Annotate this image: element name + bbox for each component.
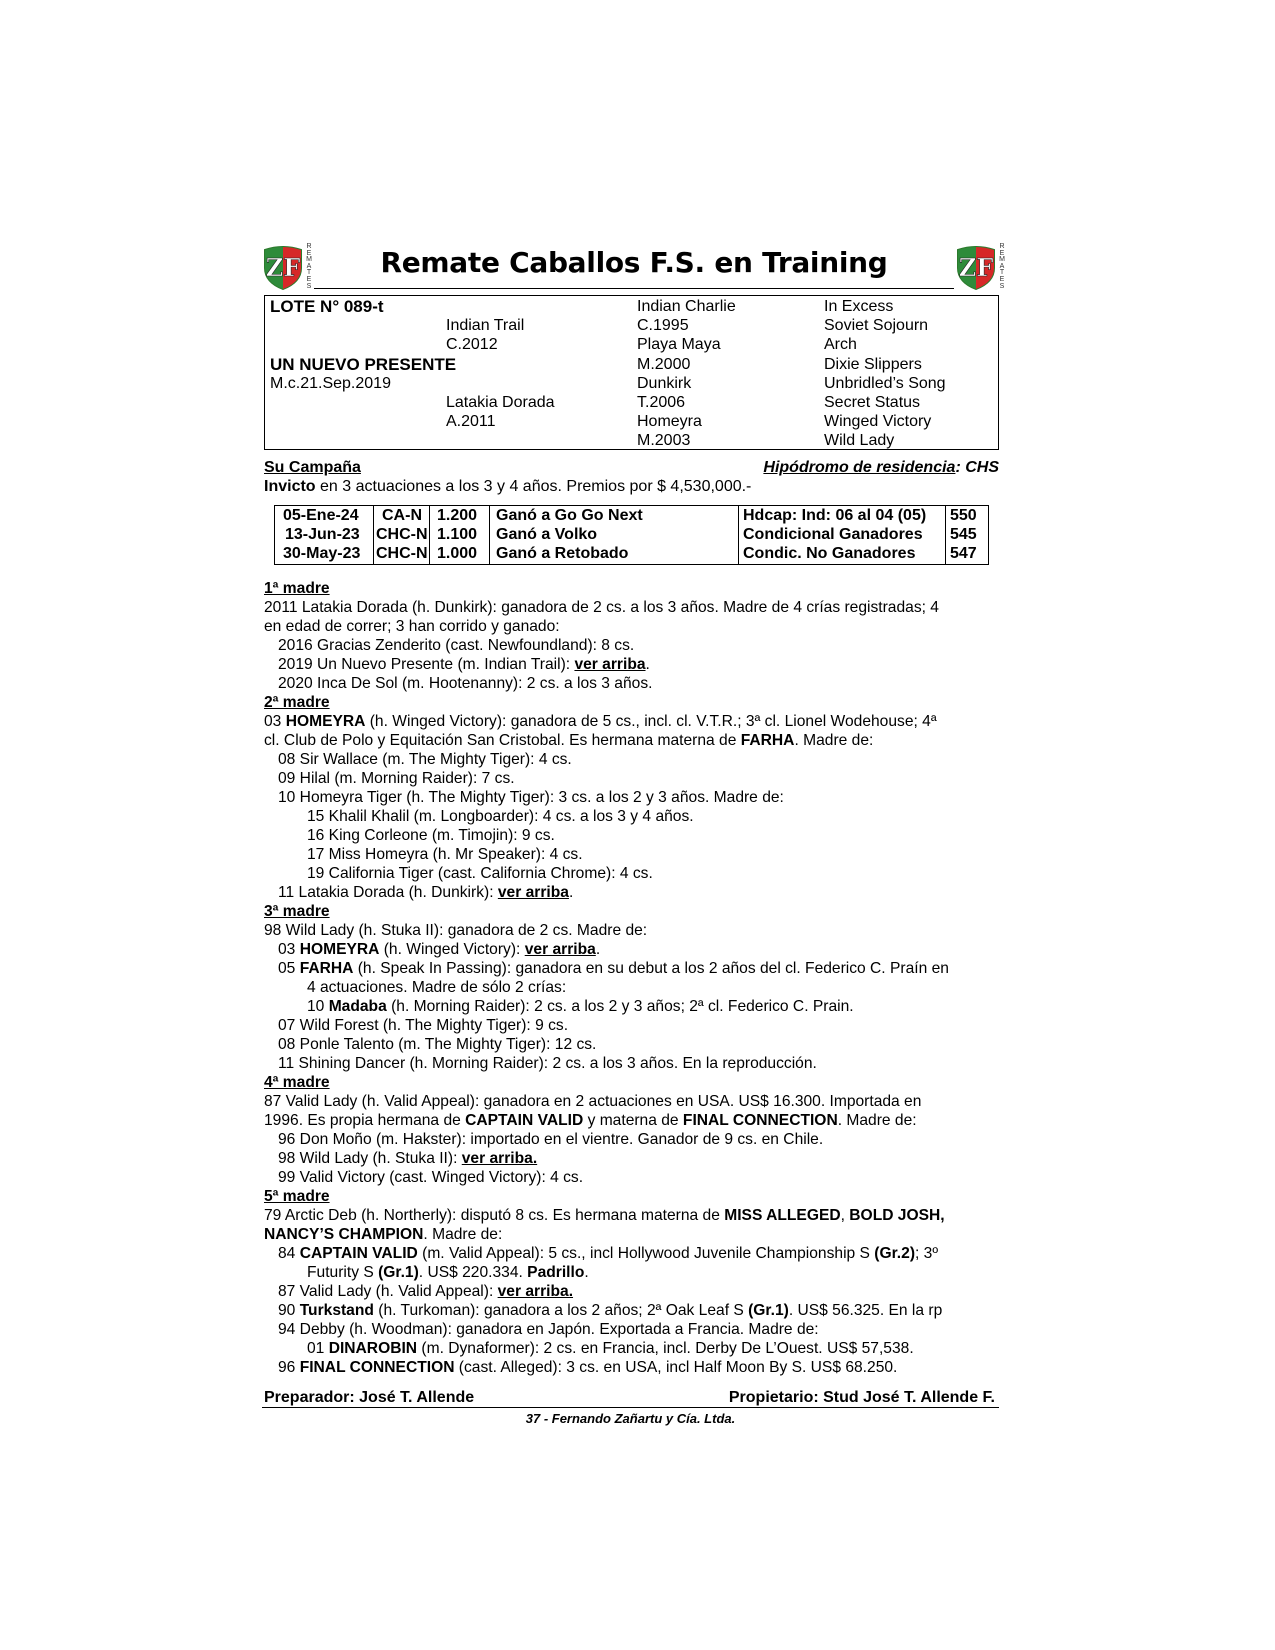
footer-rule bbox=[262, 1407, 999, 1408]
zf-shield-icon bbox=[262, 246, 304, 290]
bold-name: BOLD JOSH, bbox=[849, 1207, 945, 1224]
text-span: . US$ 56.325. En la rp bbox=[788, 1302, 943, 1319]
ver-arriba-link[interactable]: ver arriba bbox=[497, 884, 569, 901]
bold-name: MISS ALLEGED bbox=[724, 1207, 841, 1224]
text-span: 79 Arctic Deb (h. Northerly): disputó 8 cs. Es hermana materna de bbox=[264, 1207, 725, 1224]
sire-name: Indian Trail bbox=[446, 317, 525, 334]
text-line bbox=[264, 731, 873, 750]
text-line bbox=[307, 1339, 914, 1358]
race-distance: 1.100 bbox=[437, 526, 478, 543]
bold-name: FINAL CONNECTION bbox=[299, 1359, 455, 1376]
text-line bbox=[278, 1244, 938, 1263]
text-span: 98 Wild Lady (h. Stuka II): bbox=[278, 1150, 462, 1167]
race-distance: 1.000 bbox=[437, 545, 478, 562]
text-span: (h. Winged Victory): ganadora de 5 cs., incl. cl. V.T.R.; 3ª cl. Lionel Wodehouse; 4ª bbox=[365, 713, 937, 730]
race-type: Condic. No Ganadores bbox=[743, 545, 916, 562]
text-span: cl. Club de Polo y Equitación San Cristobal. Es hermana materna de bbox=[264, 732, 741, 749]
section-heading: 4ª madre bbox=[264, 1074, 330, 1091]
bold-name: Madaba bbox=[328, 998, 387, 1015]
text-line: 98 Wild Lady (h. Stuka II): ganadora de 2 cs. Madre de: bbox=[264, 922, 648, 939]
col-divider bbox=[489, 505, 490, 565]
text-line: 16 King Corleone (m. Timojin): 9 cs. bbox=[307, 827, 555, 844]
text-line bbox=[278, 1358, 897, 1377]
campaign-heading: Su Campaña bbox=[264, 459, 361, 476]
text-line: 10 Homeyra Tiger (h. The Mighty Tiger): 3 cs. a los 2 y 3 años. Madre de: bbox=[278, 789, 784, 806]
grandsire-paternal-info: C.1995 bbox=[637, 317, 689, 334]
text-span: . bbox=[645, 656, 650, 673]
text-span: 90 bbox=[278, 1302, 300, 1319]
text-line bbox=[278, 959, 949, 978]
bold-grade: (Gr.2) bbox=[874, 1245, 916, 1262]
bold-name: FARHA bbox=[299, 960, 354, 977]
race-weight: 547 bbox=[950, 545, 977, 562]
bold-name: CAPTAIN VALID bbox=[465, 1112, 584, 1129]
residence-label: Hipódromo de residencia bbox=[763, 459, 956, 476]
race-type: Hdcap: Ind: 06 al 04 (05) bbox=[743, 507, 927, 524]
text-line: 2011 Latakia Dorada (h. Dunkirk): ganadora de 2 cs. a los 3 años. Madre de 4 crías registradas; 4 bbox=[264, 599, 939, 616]
ancestor: In Excess bbox=[824, 298, 894, 315]
text-span: 10 bbox=[307, 998, 329, 1015]
bold-name: DINAROBIN bbox=[328, 1340, 418, 1357]
text-span: 01 bbox=[307, 1340, 329, 1357]
text-span: 05 bbox=[278, 960, 300, 977]
text-line: 07 Wild Forest (h. The Mighty Tiger): 9 cs. bbox=[278, 1017, 569, 1034]
race-distance: 1.200 bbox=[437, 507, 478, 524]
owner: Propietario: Stud José T. Allende F. bbox=[728, 1389, 995, 1406]
granddam-maternal-info: M.2003 bbox=[637, 432, 691, 449]
text-span: 2019 Un Nuevo Presente (m. Indian Trail): bbox=[278, 656, 575, 673]
bold-name: NANCY’S CHAMPION bbox=[264, 1226, 424, 1243]
col-divider bbox=[373, 505, 374, 565]
race-track: CA-N bbox=[382, 507, 422, 524]
text-span: (h. Morning Raider): 2 cs. a los 2 y 3 años; 2ª cl. Federico C. Prain. bbox=[386, 998, 854, 1015]
text-line: 94 Debby (h. Woodman): ganadora en Japón. Exportada a Francia. Madre de: bbox=[278, 1321, 819, 1338]
summary-bold: Invicto bbox=[264, 478, 316, 495]
text-line bbox=[278, 883, 573, 902]
granddam-paternal: Playa Maya bbox=[637, 336, 721, 353]
bold-name: HOMEYRA bbox=[285, 713, 366, 730]
text-line bbox=[278, 1282, 573, 1301]
granddam-paternal-info: M.2000 bbox=[637, 356, 691, 373]
race-result: Ganó a Retobado bbox=[496, 545, 629, 562]
bold-grade: (Gr.1) bbox=[378, 1264, 419, 1281]
text-line bbox=[278, 940, 600, 959]
ver-arriba-link[interactable]: ver arriba. bbox=[497, 1283, 574, 1300]
text-span: . Madre de: bbox=[794, 732, 874, 749]
ancestor: Secret Status bbox=[824, 394, 921, 411]
bold-name: FARHA bbox=[740, 732, 795, 749]
text-span: . Madre de: bbox=[837, 1112, 917, 1129]
ancestor: Wild Lady bbox=[824, 432, 895, 449]
text-span: 84 bbox=[278, 1245, 300, 1262]
logo-right bbox=[955, 244, 1007, 290]
text-span: 96 bbox=[278, 1359, 300, 1376]
text-line: 08 Ponle Talento (m. The Mighty Tiger): 12 cs. bbox=[278, 1036, 597, 1053]
bold-name: FINAL CONNECTION bbox=[682, 1112, 838, 1129]
text-line bbox=[264, 712, 937, 731]
trainer: Preparador: José T. Allende bbox=[264, 1389, 475, 1406]
race-result: Ganó a Go Go Next bbox=[496, 507, 643, 524]
col-divider bbox=[738, 505, 739, 565]
svg-text:ZF: ZF bbox=[958, 253, 994, 282]
text-line bbox=[264, 1206, 945, 1225]
section-heading: 2ª madre bbox=[264, 694, 330, 711]
text-span: , bbox=[840, 1207, 850, 1224]
grandsire-paternal: Indian Charlie bbox=[637, 298, 736, 315]
text-line bbox=[264, 1111, 917, 1130]
text-span: . bbox=[584, 1264, 589, 1281]
text-line: en edad de correr; 3 han corrido y ganado: bbox=[264, 618, 560, 635]
section-heading: 1ª madre bbox=[264, 580, 330, 597]
text-line: 17 Miss Homeyra (h. Mr Speaker): 4 cs. bbox=[307, 846, 583, 863]
text-line: 09 Hilal (m. Morning Raider): 7 cs. bbox=[278, 770, 515, 787]
bold-name: CAPTAIN VALID bbox=[299, 1245, 418, 1262]
race-date: 13-Jun-23 bbox=[285, 526, 360, 543]
text-line: 87 Valid Lady (h. Valid Appeal): ganadora en 2 actuaciones en USA. US$ 16.300. Importada en bbox=[264, 1093, 922, 1110]
ancestor: Dixie Slippers bbox=[824, 356, 922, 373]
dam-name: Latakia Dorada bbox=[446, 394, 555, 411]
logo-side-text: R E M A T E S bbox=[306, 243, 312, 290]
text-line bbox=[307, 1263, 589, 1282]
page-footer: 37 - Fernando Zañartu y Cía. Ltda. bbox=[525, 1411, 736, 1426]
text-line bbox=[307, 997, 854, 1016]
text-span: (m. Valid Appeal): 5 cs., incl Hollywood Juvenile Championship S bbox=[417, 1245, 875, 1262]
text-span: 1996. Es propia hermana de bbox=[264, 1112, 466, 1129]
race-date: 05-Ene-24 bbox=[283, 507, 359, 524]
text-span: (h. Speak In Passing): ganadora en su debut a los 2 años del cl. Federico C. Praín en bbox=[353, 960, 949, 977]
horse-birth: M.c.21.Sep.2019 bbox=[270, 375, 391, 392]
ver-arriba-link[interactable]: ver arriba bbox=[524, 941, 596, 958]
bold-name: Padrillo bbox=[527, 1264, 585, 1281]
race-weight: 545 bbox=[950, 526, 977, 543]
text-span: 11 Latakia Dorada (h. Dunkirk): bbox=[278, 884, 498, 901]
sire-info: C.2012 bbox=[446, 336, 498, 353]
grandsire-maternal: Dunkirk bbox=[637, 375, 692, 392]
section-heading: 3ª madre bbox=[264, 903, 330, 920]
granddam-maternal: Homeyra bbox=[637, 413, 702, 430]
text-line: 19 California Tiger (cast. California Chrome): 4 cs. bbox=[307, 865, 653, 882]
campaign-summary bbox=[264, 478, 751, 496]
text-span: . bbox=[568, 884, 574, 901]
text-span: . bbox=[595, 941, 601, 958]
text-line: 2016 Gracias Zenderito (cast. Newfoundland): 8 cs. bbox=[278, 637, 635, 654]
text-line: 99 Valid Victory (cast. Winged Victory): 4 cs. bbox=[278, 1169, 584, 1186]
ancestor: Winged Victory bbox=[824, 413, 932, 430]
text-span: y materna de bbox=[583, 1112, 683, 1129]
residence bbox=[755, 459, 999, 477]
ver-arriba-link[interactable]: ver arriba. bbox=[461, 1150, 538, 1167]
text-span: 03 bbox=[264, 713, 286, 730]
ver-arriba-link[interactable]: ver arriba bbox=[574, 656, 646, 673]
ancestor: Soviet Sojourn bbox=[824, 317, 929, 334]
text-span: (h. Turkoman): ganadora a los 2 años; 2ª Oak Leaf S bbox=[373, 1302, 749, 1319]
race-track: CHC-N bbox=[376, 545, 428, 562]
dam-info: A.2011 bbox=[446, 413, 496, 430]
ancestor: Unbridled’s Song bbox=[824, 375, 946, 392]
ancestor: Arch bbox=[824, 336, 857, 353]
title-rule bbox=[314, 288, 954, 289]
lot-number: LOTE N° 089-t bbox=[270, 297, 384, 316]
race-date: 30-May-23 bbox=[283, 545, 361, 562]
text-line bbox=[278, 655, 650, 674]
text-line bbox=[264, 1225, 502, 1244]
bold-name: Turkstand bbox=[299, 1302, 374, 1319]
text-span: (h. Winged Victory): bbox=[379, 941, 525, 958]
zf-shield-icon bbox=[955, 246, 997, 290]
text-line: 15 Khalil Khalil (m. Longboarder): 4 cs. a los 3 y 4 años. bbox=[307, 808, 694, 825]
text-line: 96 Don Moño (m. Hakster): importado en el vientre. Ganador de 9 cs. en Chile. bbox=[278, 1131, 824, 1148]
race-result: Ganó a Volko bbox=[496, 526, 598, 543]
logo-left bbox=[262, 244, 314, 290]
section-heading: 5ª madre bbox=[264, 1188, 330, 1205]
col-divider bbox=[429, 505, 430, 565]
logo-side-text: R E M A T E S bbox=[999, 243, 1005, 290]
bold-grade: (Gr.1) bbox=[748, 1302, 789, 1319]
page-title: Remate Caballos F.S. en Training bbox=[380, 246, 888, 279]
race-track: CHC-N bbox=[376, 526, 428, 543]
text-span: 87 Valid Lady (h. Valid Appeal): bbox=[278, 1283, 498, 1300]
horse-name: UN NUEVO PRESENTE bbox=[270, 355, 457, 374]
race-type: Condicional Ganadores bbox=[743, 526, 923, 543]
text-line: 2020 Inca De Sol (m. Hootenanny): 2 cs. a los 3 años. bbox=[278, 675, 653, 692]
text-span: Futurity S bbox=[307, 1264, 379, 1281]
text-span: . US$ 220.334. bbox=[418, 1264, 528, 1281]
race-weight: 550 bbox=[950, 507, 977, 524]
text-line: 4 actuaciones. Madre de sólo 2 crías: bbox=[307, 979, 567, 996]
text-line: 08 Sir Wallace (m. The Mighty Tiger): 4 cs. bbox=[278, 751, 572, 768]
text-span: 03 bbox=[278, 941, 300, 958]
text-span: ; 3º bbox=[915, 1245, 939, 1262]
residence-value: : CHS bbox=[955, 459, 999, 476]
text-line bbox=[278, 1149, 537, 1168]
text-span: . Madre de: bbox=[423, 1226, 503, 1243]
summary-text: en 3 actuaciones a los 3 y 4 años. Premios por $ 4,530,000.- bbox=[315, 478, 752, 495]
text-span: (m. Dynaformer): 2 cs. en Francia, incl. Derby De L’Ouest. US$ 57,538. bbox=[417, 1340, 914, 1357]
text-line: 11 Shining Dancer (h. Morning Raider): 2 cs. a los 3 años. En la reproducción. bbox=[278, 1055, 817, 1072]
svg-text:ZF: ZF bbox=[265, 253, 301, 282]
text-line bbox=[278, 1301, 942, 1320]
bold-name: HOMEYRA bbox=[299, 941, 380, 958]
col-divider bbox=[945, 505, 946, 565]
grandsire-maternal-info: T.2006 bbox=[637, 394, 686, 411]
text-span: (cast. Alleged): 3 cs. en USA, incl Half Moon By S. US$ 68.250. bbox=[454, 1359, 898, 1376]
